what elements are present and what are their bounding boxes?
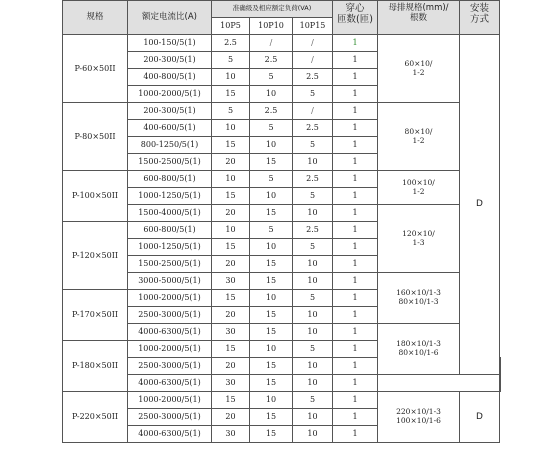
ratio-cell: 1500-4000/5(1) [128,205,212,222]
header-ratio: 额定电流比(A) [128,1,212,35]
ratio-cell: 2500-3000/5(1) [128,409,212,426]
header-mount: 安装 方式 [460,1,500,35]
p15-cell: / [293,52,333,69]
p5-cell: 15 [212,86,250,103]
p15-cell: 5 [293,341,333,358]
model-cell: P-220×50II [63,392,128,443]
p5-cell: 10 [212,222,250,239]
turns-cell: 1 [333,256,378,273]
busbar-cell: 120×10/ 1-3 [378,205,460,273]
p5-cell: 5 [212,103,250,120]
p10-cell: 10 [250,392,293,409]
turns-cell: 1 [333,290,378,307]
p10-cell: 15 [250,273,293,290]
p10-cell: 15 [250,256,293,273]
turns-cell: 1 [333,222,378,239]
p15-cell: 2.5 [293,120,333,137]
model-cell: P-80×50II [63,103,128,171]
mount-cell-lower: D [460,392,500,443]
ratio-cell: 2500-3000/5(1) [128,307,212,324]
p15-cell: 5 [293,392,333,409]
ratio-cell: 1000-2000/5(1) [128,341,212,358]
ratio-cell: 1000-1250/5(1) [128,188,212,205]
p5-cell: 15 [212,341,250,358]
turns-cell: 1 [333,154,378,171]
p10-cell: 15 [250,358,293,375]
busbar-cell: 100×10/ 1-2 [378,171,460,205]
p10-cell: 5 [250,120,293,137]
ratio-cell: 800-1250/5(1) [128,137,212,154]
table-row [63,103,501,120]
p5-cell: 15 [212,239,250,256]
header-row-1 [63,1,501,18]
p10-cell: / [250,35,293,52]
p5-cell: 10 [212,171,250,188]
model-cell: P-120×50II [63,222,128,290]
p5-cell: 20 [212,154,250,171]
p15-cell: / [293,35,333,52]
turns-cell: 1 [333,137,378,154]
ratio-cell: 400-800/5(1) [128,69,212,86]
p5-cell: 20 [212,358,250,375]
table-row [63,324,501,341]
p10-cell: 10 [250,188,293,205]
p10-cell: 5 [250,171,293,188]
turns-cell: 1 [333,52,378,69]
header-10p15: 10P15 [293,18,333,35]
p15-cell: 10 [293,307,333,324]
mount-cell-upper: D [460,35,500,375]
header-busbar: 母排规格(mm)/ 根数 [378,1,460,35]
turns-cell: 1 [333,358,378,375]
p10-cell: 15 [250,205,293,222]
p10-cell: 10 [250,86,293,103]
p15-cell: 10 [293,358,333,375]
p5-cell: 30 [212,273,250,290]
turns-cell: 1 [333,86,378,103]
p15-cell: 5 [293,137,333,154]
p5-cell: 5 [212,52,250,69]
turns-cell: 1 [333,171,378,188]
p5-cell: 2.5 [212,35,250,52]
busbar-cell: 60×10/ 1-2 [378,35,460,103]
turns-cell: 1 [333,69,378,86]
busbar-cell: 180×10/1-3 80×10/1-6 [378,324,460,375]
p10-cell: 10 [250,239,293,256]
p5-cell: 10 [212,120,250,137]
p10-cell: 2.5 [250,52,293,69]
p10-cell: 15 [250,426,293,443]
header-10p5: 10P5 [212,18,250,35]
p5-cell: 10 [212,69,250,86]
ratio-cell: 1500-2500/5(1) [128,154,212,171]
turns-cell: 1 [333,426,378,443]
p5-cell: 20 [212,409,250,426]
ratio-cell: 4000-6300/5(1) [128,426,212,443]
model-cell: P-180×50II [63,341,128,392]
turns-cell: 1 [333,273,378,290]
turns-cell: 1 [333,35,378,52]
p15-cell: 2.5 [293,69,333,86]
busbar-cell: 220×10/1-3 100×10/1-6 [378,392,460,443]
table-row [63,273,501,290]
table-row [63,392,501,409]
p15-cell: 2.5 [293,171,333,188]
p5-cell: 15 [212,188,250,205]
model-cell: P-170×50II [63,290,128,341]
ratio-cell: 3000-5000/5(1) [128,273,212,290]
p15-cell: 10 [293,154,333,171]
p15-cell: 10 [293,324,333,341]
p15-cell: 10 [293,426,333,443]
turns-cell: 1 [333,324,378,341]
ratio-cell: 2500-3000/5(1) [128,358,212,375]
turns-cell: 1 [333,239,378,256]
ratio-cell: 600-800/5(1) [128,222,212,239]
p15-cell: 10 [293,409,333,426]
ratio-cell: 400-600/5(1) [128,120,212,137]
ratio-cell: 100-150/5(1) [128,35,212,52]
turns-cell: 1 [333,341,378,358]
turns-cell: 1 [333,375,378,392]
header-10p10: 10P10 [250,18,293,35]
turns-cell: 1 [333,392,378,409]
p10-cell: 15 [250,154,293,171]
p15-cell: 10 [293,205,333,222]
p15-cell: 10 [293,256,333,273]
busbar-cell: 160×10/1-3 80×10/1-3 [378,273,460,324]
p15-cell: 10 [293,375,333,392]
p15-cell: 10 [293,273,333,290]
p5-cell: 20 [212,307,250,324]
ratio-cell: 1000-2000/5(1) [128,392,212,409]
busbar-cell: 80×10/ 1-2 [378,103,460,171]
ratio-cell: 4000-6300/5(1) [128,324,212,341]
p10-cell: 15 [250,409,293,426]
p5-cell: 20 [212,256,250,273]
p5-cell: 30 [212,375,250,392]
ratio-cell: 1000-2000/5(1) [128,290,212,307]
table-row [63,205,501,222]
header-turns: 穿心 匝数(匝) [333,1,378,35]
p10-cell: 15 [250,307,293,324]
p5-cell: 30 [212,426,250,443]
p10-cell: 5 [250,69,293,86]
p10-cell: 10 [250,137,293,154]
p5-cell: 15 [212,290,250,307]
turns-cell: 1 [333,103,378,120]
ratio-cell: 600-800/5(1) [128,171,212,188]
p10-cell: 15 [250,324,293,341]
busbar-cell-empty [500,358,501,392]
ratio-cell: 4000-6300/5(1) [128,375,212,392]
p10-cell: 2.5 [250,103,293,120]
ratio-cell: 200-300/5(1) [128,103,212,120]
turns-cell: 1 [333,120,378,137]
turns-cell: 1 [333,307,378,324]
table-row [63,171,501,188]
turns-cell: 1 [333,409,378,426]
ct-spec-table [62,0,501,443]
turns-cell: 1 [333,188,378,205]
ratio-cell: 200-300/5(1) [128,52,212,69]
ratio-cell: 1000-1250/5(1) [128,239,212,256]
p5-cell: 30 [212,324,250,341]
p15-cell: 5 [293,239,333,256]
p10-cell: 10 [250,290,293,307]
header-accuracy: 准确级及相应额定负荷(VA) [212,1,333,18]
p5-cell: 15 [212,137,250,154]
p10-cell: 15 [250,375,293,392]
p15-cell: / [293,103,333,120]
p5-cell: 15 [212,392,250,409]
model-cell: P-60×50II [63,35,128,103]
ratio-cell: 1000-2000/5(1) [128,86,212,103]
p15-cell: 2.5 [293,222,333,239]
p10-cell: 5 [250,222,293,239]
spec-table-wrapper [62,0,501,443]
p5-cell: 20 [212,205,250,222]
ratio-cell: 1500-2500/5(1) [128,256,212,273]
header-model: 规格 [63,1,128,35]
p15-cell: 5 [293,188,333,205]
p15-cell: 5 [293,290,333,307]
p10-cell: 10 [250,341,293,358]
table-row [63,35,501,52]
turns-cell: 1 [333,205,378,222]
p15-cell: 5 [293,86,333,103]
model-cell: P-100×50II [63,171,128,222]
table-row [63,375,501,392]
